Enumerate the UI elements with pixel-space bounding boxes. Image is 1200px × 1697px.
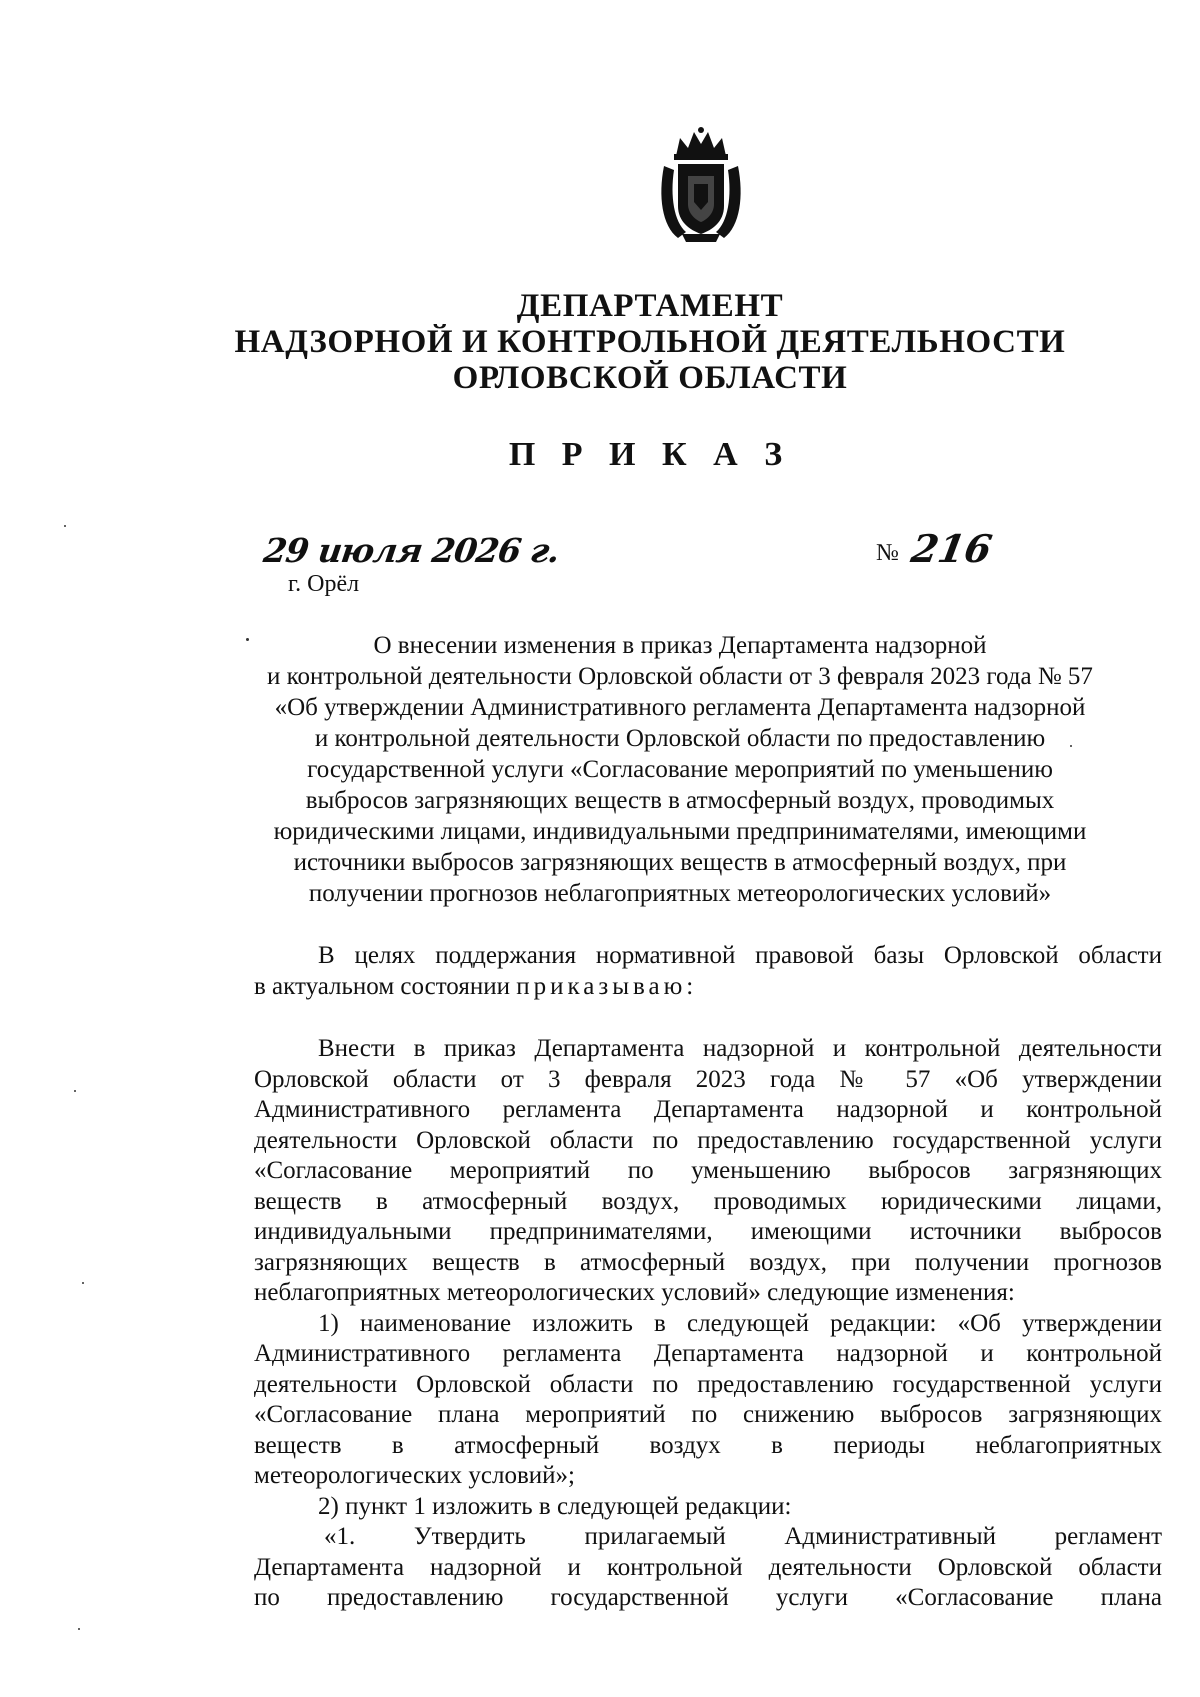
paragraph-line: Административного регламента Департамента надзорной и контрольной (254, 1096, 1162, 1123)
subject-line: «Об утверждении Административного регламента Департамента надзорной (274, 694, 1086, 721)
preamble-line: В целях поддержания нормативной правовой базы Орловской области (318, 942, 1162, 969)
subject-line: О внесении изменения в приказ Департамента надзорной (373, 632, 987, 659)
scan-speck (82, 1282, 84, 1284)
scan-speck (64, 525, 66, 527)
item-1-line: «Согласование плана мероприятий по снижению выбросов загрязняющих (254, 1401, 1162, 1428)
order-verb: приказываю: (516, 972, 698, 1000)
preamble-line (254, 972, 1162, 1003)
paragraph-line: Орловской области от 3 февраля 2023 года № 57 «Об утверждении (254, 1065, 1162, 1093)
paragraph-line: загрязняющих веществ в атмосферный воздух, при получении прогнозов (254, 1248, 1162, 1276)
item-1-line: Административного регламента Департамента надзорной и контрольной (254, 1340, 1162, 1367)
paragraph-line: веществ в атмосферный воздух, проводимых юридическими лицами, (254, 1187, 1162, 1215)
quote-line: «1. Утвердить прилагаемый Административный регламент (324, 1523, 1162, 1550)
header-line-1: ДЕПАРТАМЕНТ (516, 288, 784, 324)
scan-speck (1070, 745, 1072, 747)
item-2-line: 2) пункт 1 изложить в следующей редакции: (318, 1492, 792, 1520)
paragraph-line: «Согласование мероприятий по уменьшению выбросов загрязняющих (254, 1157, 1162, 1184)
coat-of-arms-emblem (656, 126, 746, 244)
department-header (200, 288, 1100, 396)
handwritten-date: 29 июля 2026 г. (261, 531, 562, 570)
paragraph-line: неблагоприятных метеорологических условий» следующие изменения: (254, 1279, 1015, 1306)
header-line-3: ОРЛОВСКОЙ ОБЛАСТИ (452, 360, 848, 396)
scan-speck (78, 1628, 80, 1630)
subject-line: и контрольной деятельности Орловской области от 3 февраля 2023 года № 57 (267, 663, 1093, 690)
number-sign: № (876, 540, 899, 566)
paragraph-line: индивидуальными предпринимателями, имеющими источники выбросов (254, 1218, 1162, 1245)
city: г. Орёл (288, 571, 360, 597)
main-paragraph (254, 1034, 1162, 1614)
scan-speck (246, 638, 249, 641)
item-1-line: деятельности Орловской области по предоставлению государственной услуги (254, 1370, 1162, 1398)
order-title: П Р И К А З (508, 436, 792, 473)
header-line-2: НАДЗОРНОЙ И КОНТРОЛЬНОЙ ДЕЯТЕЛЬНОСТИ (234, 324, 1066, 360)
quote-line: по предоставлению государственной услуги «Согласование плана (254, 1584, 1162, 1611)
order-subject (240, 630, 1120, 909)
paragraph-line: Внести в приказ Департамента надзорной и контрольной деятельности (318, 1035, 1162, 1062)
item-1-line: метеорологических условий»; (254, 1462, 575, 1489)
subject-line: выбросов загрязняющих веществ в атмосферный воздух, проводимых (305, 787, 1055, 814)
preamble (254, 941, 1162, 1002)
subject-line: и контрольной деятельности Орловской области по предоставлению (314, 725, 1046, 752)
subject-line: источники выбросов загрязняющих веществ в атмосферный воздух, при (293, 849, 1067, 876)
item-1-line: веществ в атмосферный воздух в периоды неблагоприятных (254, 1431, 1162, 1459)
paragraph-line: деятельности Орловской области по предоставлению государственной услуги (254, 1126, 1162, 1154)
preamble-text: в актуальном состоянии (254, 972, 517, 1000)
subject-line: юридическими лицами, индивидуальными предпринимателями, имеющими (273, 818, 1087, 845)
subject-line: получении прогнозов неблагоприятных метеорологических условий» (308, 880, 1052, 907)
handwritten-number: 216 (908, 526, 996, 571)
subject-line: государственной услуги «Согласование мероприятий по уменьшению (307, 756, 1053, 783)
item-1-line: 1) наименование изложить в следующей редакции: «Об утверждении (318, 1309, 1162, 1337)
scan-speck (74, 1090, 76, 1092)
quote-line: Департамента надзорной и контрольной деятельности Орловской области (254, 1553, 1162, 1581)
